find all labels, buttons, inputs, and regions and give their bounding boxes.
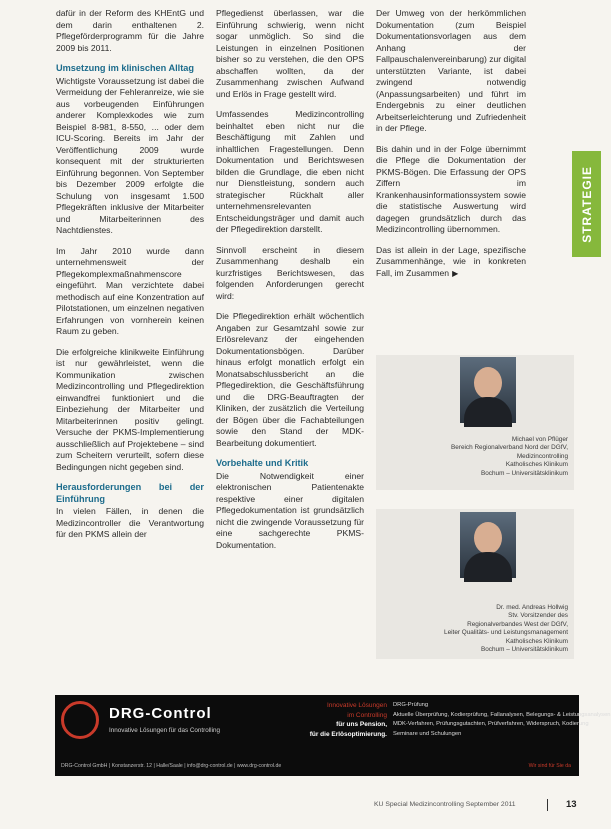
ad-service-item: DRG-Prüfung: [393, 702, 429, 708]
brand-logo-icon: [61, 701, 99, 739]
portrait-head-shape: [474, 522, 502, 554]
paragraph: Im Jahr 2010 wurde dann unternehmensweit der Pflegekomplexmaßnahmenscore eingeführt. Man verzichtete dabei methodisch auf eine Konzentration auf Pilotstationen, um einzelnen negativen Erfahrungen von vornherein keinen Raum zu geben.: [56, 245, 204, 336]
portrait-shoulders-shape: [464, 397, 512, 427]
ad-slogan-line: Innovative Lösungen: [327, 702, 387, 709]
ad-services-list: [393, 701, 611, 739]
author-caption: [451, 436, 568, 478]
paragraph: Die erfolgreiche klinikweite Einführung ist nur gewährleistet, wenn die Kommunikation zwischen Medizincontrolling und Pflegedirektion einwandfrei funktioniert und die Einbeziehung der Mitarbeiter und Mitarbeiterinnen positiv gelingt. Versuche der PKMS-Implementierung ausschließlich auf Projektebene – sind zum Scheitern verurteilt, sofern diese Bedingungen nicht gegeben sind.: [56, 346, 204, 472]
caption-line: Bochum – Universitätsklinikum: [480, 646, 568, 654]
portrait-shoulders-shape: [464, 552, 512, 582]
section-tab: [572, 151, 601, 257]
footer-publication: KU Special Medizincontrolling September 2011: [374, 801, 516, 808]
paragraph-text: Das ist allein in der Lage, spezifische Zusammenhänge, wie in konkreten Fall, im Zusammen: [376, 244, 526, 278]
ad-brand: [61, 701, 286, 741]
paragraph: Pflegedienst überlassen, war die Einführung schwierig, wenn nicht sogar unmöglich. So sind die Leistungen in einzelnen Positionen bisher so zu verstehen, die den OPS abschaffen wollten, da der Zusammenhang zwischen Aufwand und Erlös in Frage gestellt wird.: [216, 8, 364, 99]
ad-slogan-line: im Controlling: [347, 711, 387, 719]
ad-brand-name: DRG-Control: [109, 705, 212, 722]
paragraph: Bis dahin und in der Folge übernimmt die Pflege die Dokumentation der PKMS-Bögen. Die Erfassung der OPS Ziffern im Krankenhausinformationssystem sowie die statistische Auswertung wird dagegen grundsätzlich durch das Medizincontrolling übernommen.: [376, 143, 526, 234]
ad-service-item: Seminare und Schulungen: [393, 730, 462, 737]
caption-line: Regionalverbandes West der DGfV,: [467, 620, 568, 628]
section-heading: Herausforderungen bei der Einführung: [56, 482, 204, 504]
paragraph: dafür in der Reform des KHEntG und dem darin enthaltenen 2. Pflegeförderprogramm für die Jahre 2009 bis 2011.: [56, 8, 204, 53]
caption-line: Bochum – Universitätsklinikum: [480, 469, 568, 477]
caption-line: Medizincontrolling: [516, 452, 568, 460]
paragraph: Umfassendes Medizincontrolling beinhaltet eben nicht nur die Beschäftigung mit Zahlen und inhaltlichen Fragestellungen. Denn Dokumentation und Berichtswesen bilden die Grundlage, die eben nicht nur Dienstleistung, sondern auch strategischer Rückhalt aller unternehmensrelevanten Entscheidungsträger und damit auch der Pflegedirektion darstellt.: [216, 109, 364, 234]
caption-line: Dr. med. Andreas Hollwig: [496, 604, 568, 611]
paragraph: Der Umweg von der herkömmlichen Dokumentation (zum Beispiel Dokumentationsvorlagen aus dem Anhang der Fallpauschalenvereinbarung) zur digital unterstützten Variante, ist dabei zwingend notwendig (Anpassungsarbeiten) und führt im Endergebnis zu einer deutlichen Arbeitserleichterung und Zufriedenheit in der Pflege.: [376, 8, 527, 133]
article-column-1: [56, 8, 204, 550]
section-heading: Umsetzung im klinischen Alltag: [56, 63, 195, 73]
section-heading: Vorbehalte und Kritik: [216, 458, 309, 468]
section-tab-label: STRATEGIE: [579, 165, 594, 243]
ad-service-item: MDK-Verfahren, Prüfungsgutachten, Prüfverfahren, Widerspruch, Kodierung: [393, 721, 589, 728]
paragraph: Wichtigste Voraussetzung ist dabei die Vermeidung der Fehleranreize, wie sie aus vorbeugenden Einführungen anderer Komplexkodes wie zum Beispiel 8-981, 8-550, ... oder dem ICU-Scoring. Bereits im Jahr der Veröffentlichung 2009 wurde konsequent mit der strukturierten Einführung begonnen. Von September bis Dezember 2009 erfolgte die Schulung von insgesamt 1.500 Pflegekräften inklusive der Mitarbeiter und Mitarbeiterinnen des Nachtdienstes.: [56, 75, 204, 235]
paragraph: [376, 245, 526, 280]
author-caption: [444, 604, 568, 654]
author-card-2: [376, 509, 574, 659]
paragraph: Die Notwendigkeit einer elektronischen Patientenakte respektive einer digitalen Pflegedokumentation ist grundsätzlich nicht die zwingende Voraussetzung für eine sachgerechte PKMS-Dokumentation.: [216, 470, 364, 550]
author-photo: [460, 357, 516, 423]
ad-slogan-line: für die Erlösoptimierung.: [309, 730, 387, 738]
portrait-head-shape: [474, 367, 502, 399]
page-number: 13: [566, 799, 577, 810]
caption-line: Katholisches Klinikum: [505, 637, 568, 645]
caption-line: Bereich Regionalverband Nord der DGfV,: [451, 444, 568, 452]
continue-arrow-icon: ▶: [452, 268, 459, 278]
paragraph: Sinnvoll erscheint in diesem Zusammenhang deshalb ein kurzfristiges Berichtswesen, das folgenden Anforderungen gerecht wird:: [216, 244, 364, 301]
caption-line: Michael von Pflüger: [511, 436, 568, 443]
ad-slogan: [295, 701, 387, 739]
paragraph: In vielen Fällen, in denen die Medizincontroller die Verantwortung für den PKMS allein der: [56, 506, 204, 539]
footer-divider: [547, 799, 548, 811]
caption-line: Leiter Qualitäts- und Leistungsmanagement: [444, 629, 568, 637]
ad-contact-info: DRG-Control GmbH | Konstanzerstr. 12 | Halle/Saale | info@drg-control.de | www.drg-control.de: [61, 763, 282, 769]
paragraph: Die Pflegedirektion erhält wöchentlich Angaben zur Gesamtzahl sowie zur Erlösrelevanz der eingehenden Dokumentationsbögen. Darüber hinaus erfolgt monatlich erfolgt ein Monatsabschlussbericht an die Pflegedirektion, die Geschäftsführung und die DRG-Beauftragten der Kliniken, der zusätzlich die Verteilung der Bögen über die Fachabteilungen sowie den Stand der MDK-Bearbeitung dokumentiert.: [216, 311, 364, 448]
author-card-1: [376, 355, 574, 490]
ad-call-to-action: Wir sind für Sie da: [528, 763, 571, 769]
advertisement: [55, 695, 611, 776]
ad-service-item: Aktuelle Überprüfung, Kodierprüfung, Fallanalysen, Belegungs- & Leistungsanalysen: [393, 711, 611, 718]
article-column-3: [376, 8, 526, 288]
article-column-2: [216, 8, 364, 560]
ad-contact-bar: [55, 761, 579, 772]
author-photo: [460, 512, 516, 578]
caption-line: Katholisches Klinikum: [505, 461, 568, 469]
ad-tagline: Innovative Lösungen für das Controlling: [109, 727, 220, 734]
ad-slogan-line: für uns Pension,: [336, 721, 387, 729]
caption-line: Stv. Vorsitzender des: [508, 612, 568, 620]
